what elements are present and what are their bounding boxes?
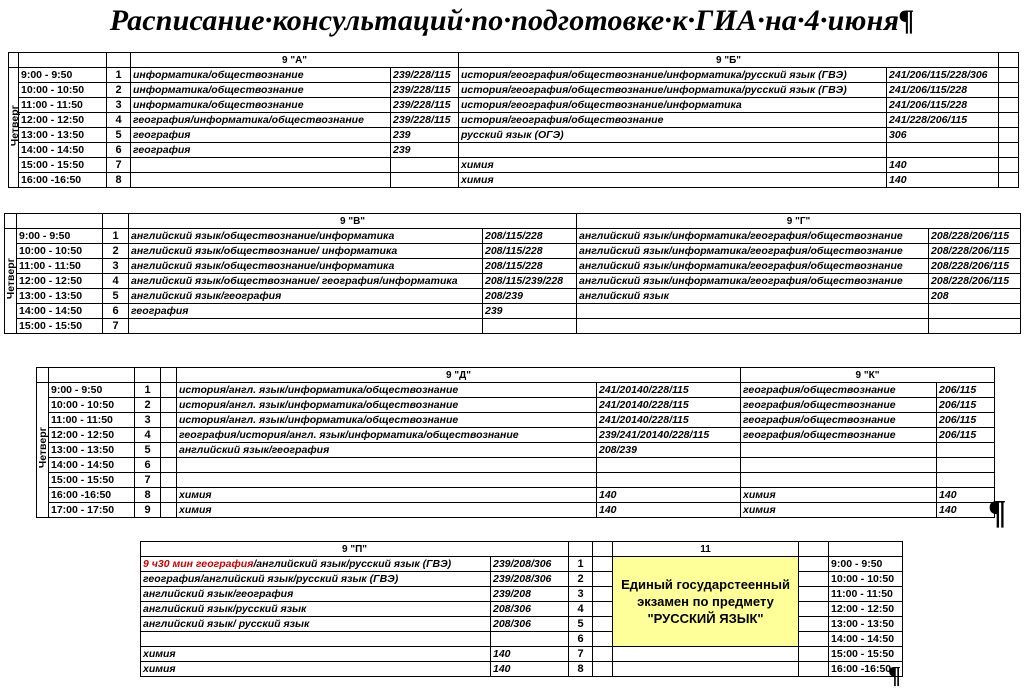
day-cell xyxy=(37,383,49,518)
empty-cell xyxy=(161,503,177,518)
table-row xyxy=(9,128,1019,143)
room-cell-9d: 241/20140/228/115 xyxy=(597,398,741,413)
empty-cell xyxy=(161,398,177,413)
subject-cell-9d xyxy=(177,458,597,473)
time-slot: 10:00 - 10:50 xyxy=(19,83,107,98)
table-row xyxy=(141,647,903,662)
lesson-number: 3 xyxy=(103,259,129,274)
table-row xyxy=(37,413,995,428)
subject-cell-9a xyxy=(131,173,391,188)
room-cell-9v: 208/115/239/228 xyxy=(483,274,577,289)
subject-cell-9b: химия xyxy=(459,158,887,173)
pilcrow-mark: ¶ xyxy=(888,663,901,689)
room-cell-9k xyxy=(937,473,995,488)
room-cell-9g: 208/228/206/115 xyxy=(929,274,1021,289)
lesson-number: 1 xyxy=(103,229,129,244)
time-slot: 14:00 - 14:50 xyxy=(19,143,107,158)
table-row xyxy=(5,289,1021,304)
lesson-number: 8 xyxy=(569,662,593,677)
table-row xyxy=(9,113,1019,128)
room-cell-9v xyxy=(483,319,577,334)
room-cell-9d: 208/239 xyxy=(597,443,741,458)
time-slot: 10:00 - 10:50 xyxy=(17,244,103,259)
subject-cell-9g: английский язык/информатика/география/обществознание xyxy=(577,244,929,259)
class-label-9p: 9 "П" xyxy=(141,542,569,557)
time-slot: 16:00 -16:50 xyxy=(19,173,107,188)
subject-cell-9v: английский язык/обществознание/ информатика xyxy=(129,244,483,259)
room-cell-9v: 239 xyxy=(483,304,577,319)
lesson-number: 6 xyxy=(135,458,161,473)
class-label-9k: 9 "К" xyxy=(741,368,995,383)
empty-cell xyxy=(799,557,829,572)
subject-cell-9d: география/история/англ. язык/информатика/обществознание xyxy=(177,428,597,443)
table-row xyxy=(9,83,1019,98)
empty-cell xyxy=(799,647,829,662)
empty-cell xyxy=(999,68,1019,83)
time-slot: 13:00 - 13:50 xyxy=(19,128,107,143)
schedule-table-9a-9b xyxy=(8,52,1019,188)
subject-cell-9a: информатика/обществознание xyxy=(131,68,391,83)
exam-notice: Единый государстеенный экзамен по предмету "РУССКИЙ ЯЗЫК" xyxy=(613,557,799,647)
time-slot: 15:00 - 15:50 xyxy=(17,319,103,334)
lesson-number: 4 xyxy=(107,113,131,128)
room-cell-9v: 208/239 xyxy=(483,289,577,304)
subject-cell-9v: английский язык/обществознание/информатика xyxy=(129,259,483,274)
time-slot: 15:00 - 15:50 xyxy=(19,158,107,173)
empty-cell xyxy=(999,98,1019,113)
lesson-number: 2 xyxy=(135,398,161,413)
room-cell-9a: 239/228/115 xyxy=(391,98,459,113)
subject-cell-9b: русский язык (ОГЭ) xyxy=(459,128,887,143)
subject-cell-9v xyxy=(129,319,483,334)
room-cell-9g xyxy=(929,304,1021,319)
subject-cell-9a: география xyxy=(131,128,391,143)
class-header-row xyxy=(9,53,1019,68)
subject-cell-9v: английский язык/обществознание/ география/информатика xyxy=(129,274,483,289)
empty-cell xyxy=(593,572,613,587)
lesson-number: 7 xyxy=(107,158,131,173)
room-cell-9k: 140 xyxy=(937,503,995,518)
page-title: Расписание·консультаций·по·подготовке·к·ГИА·на·4·июня¶ xyxy=(109,4,915,37)
subject-cell-9g: английский язык/информатика/география/обществознание xyxy=(577,274,929,289)
subject-cell-9b: химия xyxy=(459,173,887,188)
room-cell-9a: 239/228/115 xyxy=(391,68,459,83)
room-cell-9v: 208/115/228 xyxy=(483,259,577,274)
empty-cell xyxy=(999,173,1019,188)
lesson-number: 1 xyxy=(107,68,131,83)
subject-cell-9p: английский язык/география xyxy=(141,587,491,602)
subject-cell-9a: география/информатика/обществознание xyxy=(131,113,391,128)
highlighted-time-note: 9 ч30 мин география xyxy=(143,557,254,570)
room-cell-9p: 140 xyxy=(491,662,569,677)
subject-cell-9v: английский язык/география xyxy=(129,289,483,304)
subject-cell-9k: география/обществознание xyxy=(741,413,937,428)
empty-cell xyxy=(161,413,177,428)
empty-cell xyxy=(799,587,829,602)
time-slot: 14:00 - 14:50 xyxy=(829,632,903,647)
subject-cell-9p: химия xyxy=(141,647,491,662)
lesson-number: 7 xyxy=(103,319,129,334)
room-cell-9p: 239/208/306 xyxy=(491,572,569,587)
empty-cell xyxy=(999,113,1019,128)
subject-cell-9p: география/английский язык/русский язык (ГВЭ) xyxy=(141,572,491,587)
class-label-9g: 9 "Г" xyxy=(577,214,1021,229)
class-header-row xyxy=(141,542,903,557)
room-cell-9k xyxy=(937,458,995,473)
table-row xyxy=(37,443,995,458)
schedule-table-9d-9k xyxy=(36,367,995,518)
lesson-number: 8 xyxy=(135,488,161,503)
subject-cell-9k: география/обществознание xyxy=(741,398,937,413)
class-label-11: 11 xyxy=(613,542,799,557)
room-cell-9a: 239 xyxy=(391,128,459,143)
class-label-9d: 9 "Д" xyxy=(177,368,741,383)
lesson-number: 3 xyxy=(569,587,593,602)
subject-cell-9k xyxy=(741,473,937,488)
subject-cell-9b: история/география/обществознание/информатика/русский язык (ГВЭ) xyxy=(459,68,887,83)
subject-cell-9a: информатика/обществознание xyxy=(131,98,391,113)
subject-cell-9k xyxy=(741,458,937,473)
lesson-number: 4 xyxy=(135,428,161,443)
time-slot: 11:00 - 11:50 xyxy=(49,413,135,428)
room-cell-9b: 241/206/115/228 xyxy=(887,83,999,98)
empty-cell xyxy=(161,473,177,488)
room-cell-9d: 140 xyxy=(597,488,741,503)
lesson-number: 5 xyxy=(135,443,161,458)
room-cell-9a: 239 xyxy=(391,143,459,158)
time-slot: 15:00 - 15:50 xyxy=(49,473,135,488)
room-cell-9v: 208/115/228 xyxy=(483,229,577,244)
table-row xyxy=(37,503,995,518)
table-row xyxy=(5,304,1021,319)
lesson-number: 8 xyxy=(107,173,131,188)
subject-cell-9p xyxy=(141,632,491,647)
empty-cell xyxy=(999,128,1019,143)
subject-cell-9k: химия xyxy=(741,503,937,518)
empty-cell xyxy=(593,557,613,572)
empty-cell xyxy=(161,443,177,458)
time-slot: 10:00 - 10:50 xyxy=(829,572,903,587)
empty-cell xyxy=(161,383,177,398)
empty-cell xyxy=(799,602,829,617)
time-slot: 16:00 -16:50 xyxy=(49,488,135,503)
time-slot: 12:00 - 12:50 xyxy=(49,428,135,443)
room-cell-9b: 241/228/206/115 xyxy=(887,113,999,128)
room-cell-9a: 239/228/115 xyxy=(391,113,459,128)
room-cell-9k: 206/115 xyxy=(937,413,995,428)
subject-cell-9g xyxy=(577,304,929,319)
room-cell-9k xyxy=(937,443,995,458)
class-label-9a: 9 "А" xyxy=(131,53,459,68)
subject-cell-9a: информатика/обществознание xyxy=(131,83,391,98)
empty-cell xyxy=(593,617,613,632)
subject-cell-9k xyxy=(741,443,937,458)
time-slot: 9:00 - 9:50 xyxy=(829,557,903,572)
lesson-number: 3 xyxy=(107,98,131,113)
subject-cell-9v: география xyxy=(129,304,483,319)
table-row xyxy=(141,662,903,677)
subject-cell-9a xyxy=(131,158,391,173)
subject-cell-9d: история/англ. язык/информатика/обществознание xyxy=(177,383,597,398)
lesson-number: 6 xyxy=(107,143,131,158)
empty-cell xyxy=(161,428,177,443)
lesson-number: 4 xyxy=(103,274,129,289)
lesson-number: 6 xyxy=(569,632,593,647)
subject-cell-9d: английский язык/география xyxy=(177,443,597,458)
empty-cell xyxy=(613,647,799,662)
time-slot: 9:00 - 9:50 xyxy=(19,68,107,83)
room-cell-9p: 208/306 xyxy=(491,617,569,632)
lesson-number: 4 xyxy=(569,602,593,617)
time-slot: 10:00 - 10:50 xyxy=(49,398,135,413)
table-row xyxy=(5,319,1021,334)
subject-cell-9p xyxy=(141,557,491,572)
table-row xyxy=(9,143,1019,158)
schedule-table-9v-9g xyxy=(4,213,1021,334)
room-cell-9a xyxy=(391,158,459,173)
room-cell-9b: 140 xyxy=(887,173,999,188)
room-cell-9b: 306 xyxy=(887,128,999,143)
room-cell-9b: 241/206/115/228 xyxy=(887,98,999,113)
subject-cell-9p: английский язык/русский язык xyxy=(141,602,491,617)
subject-cell-9k: география/обществознание xyxy=(741,428,937,443)
lesson-number: 7 xyxy=(569,647,593,662)
lesson-number: 2 xyxy=(107,83,131,98)
room-cell-9g: 208/228/206/115 xyxy=(929,229,1021,244)
class-label-9v: 9 "В" xyxy=(129,214,577,229)
empty-cell xyxy=(593,647,613,662)
room-cell-9a: 239/228/115 xyxy=(391,83,459,98)
subject-cell-9p: английский язык/ русский язык xyxy=(141,617,491,632)
time-slot: 12:00 - 12:50 xyxy=(17,274,103,289)
room-cell-9g xyxy=(929,319,1021,334)
empty-cell xyxy=(799,632,829,647)
lesson-number: 5 xyxy=(107,128,131,143)
room-cell-9d xyxy=(597,473,741,488)
empty-cell xyxy=(161,458,177,473)
empty-cell xyxy=(593,587,613,602)
lesson-number: 1 xyxy=(135,383,161,398)
table-row xyxy=(37,428,995,443)
subject-cell-9a: география xyxy=(131,143,391,158)
table-row xyxy=(5,259,1021,274)
subject-cell-9d: история/англ. язык/информатика/обществознание xyxy=(177,413,597,428)
lesson-number: 5 xyxy=(103,289,129,304)
room-cell-9p xyxy=(491,632,569,647)
lesson-number: 7 xyxy=(135,473,161,488)
room-cell-9k: 206/115 xyxy=(937,383,995,398)
time-slot: 12:00 - 12:50 xyxy=(829,602,903,617)
table-row xyxy=(37,488,995,503)
schedule-table-9p-11 xyxy=(140,541,903,677)
empty-cell xyxy=(799,662,829,677)
empty-cell xyxy=(999,143,1019,158)
subject-cell-9d: химия xyxy=(177,488,597,503)
day-label: Четверг xyxy=(37,427,49,469)
table-row xyxy=(9,98,1019,113)
subject-cell-9g: английский язык xyxy=(577,289,929,304)
lesson-number: 2 xyxy=(103,244,129,259)
subject-cell-9v: английский язык/обществознание/информатика xyxy=(129,229,483,244)
subject-cell-9b: история/география/обществознание/информатика xyxy=(459,98,887,113)
room-cell-9p: 208/306 xyxy=(491,602,569,617)
time-slot: 11:00 - 11:50 xyxy=(19,98,107,113)
room-cell-9k: 206/115 xyxy=(937,428,995,443)
room-cell-9k: 206/115 xyxy=(937,398,995,413)
room-cell-9p: 140 xyxy=(491,647,569,662)
subject-cell-9d xyxy=(177,473,597,488)
empty-cell xyxy=(999,83,1019,98)
empty-cell xyxy=(799,617,829,632)
class-header-row xyxy=(5,214,1021,229)
room-cell-9d: 140 xyxy=(597,503,741,518)
table-row xyxy=(5,244,1021,259)
table-row xyxy=(9,173,1019,188)
table-row xyxy=(9,158,1019,173)
class-header-row xyxy=(37,368,995,383)
pilcrow-mark: ¶ xyxy=(988,494,1007,531)
room-cell-9a xyxy=(391,173,459,188)
subject-text: /английский язык/русский язык (ГВЭ) xyxy=(253,557,452,570)
table-row xyxy=(37,473,995,488)
table-row xyxy=(9,68,1019,83)
day-cell xyxy=(9,68,19,188)
subject-cell-9b: история/география/обществознание xyxy=(459,113,887,128)
subject-cell-9b: история/география/обществознание/информатика/русский язык (ГВЭ) xyxy=(459,83,887,98)
day-cell xyxy=(5,229,17,334)
room-cell-9g: 208 xyxy=(929,289,1021,304)
subject-cell-9k: химия xyxy=(741,488,937,503)
empty-cell xyxy=(613,662,799,677)
day-label: Четверг xyxy=(9,104,21,147)
room-cell-9g: 208/228/206/115 xyxy=(929,244,1021,259)
lesson-number: 5 xyxy=(569,617,593,632)
room-cell-9p: 239/208/306 xyxy=(491,557,569,572)
table-row xyxy=(5,274,1021,289)
subject-cell-9k: география/обществознание xyxy=(741,383,937,398)
lesson-number: 2 xyxy=(569,572,593,587)
time-slot: 11:00 - 11:50 xyxy=(829,587,903,602)
room-cell-9v: 208/115/228 xyxy=(483,244,577,259)
room-cell-9b xyxy=(887,143,999,158)
lesson-number: 3 xyxy=(135,413,161,428)
room-cell-9d: 241/20140/228/115 xyxy=(597,383,741,398)
lesson-number: 9 xyxy=(135,503,161,518)
room-cell-9d xyxy=(597,458,741,473)
subject-cell-9b xyxy=(459,143,887,158)
room-cell-9b: 140 xyxy=(887,158,999,173)
room-cell-9p: 239/208 xyxy=(491,587,569,602)
time-slot: 13:00 - 13:50 xyxy=(829,617,903,632)
time-slot: 13:00 - 13:50 xyxy=(17,289,103,304)
subject-cell-9d: химия xyxy=(177,503,597,518)
empty-cell xyxy=(593,602,613,617)
class-label-9b: 9 "Б" xyxy=(459,53,999,68)
empty-cell xyxy=(593,632,613,647)
table-row xyxy=(37,398,995,413)
table-row xyxy=(141,557,903,572)
time-slot: 14:00 - 14:50 xyxy=(49,458,135,473)
table-row xyxy=(5,229,1021,244)
time-slot: 16:00 -16:50 xyxy=(829,662,903,677)
room-cell-9g: 208/228/206/115 xyxy=(929,259,1021,274)
room-cell-9d: 241/20140/228/115 xyxy=(597,413,741,428)
time-slot: 13:00 - 13:50 xyxy=(49,443,135,458)
table-row xyxy=(37,458,995,473)
empty-cell xyxy=(593,662,613,677)
room-cell-9d: 239/241/20140/228/115 xyxy=(597,428,741,443)
subject-cell-9d: история/англ. язык/информатика/обществознание xyxy=(177,398,597,413)
time-slot: 11:00 - 11:50 xyxy=(17,259,103,274)
room-cell-9b: 241/206/115/228/306 xyxy=(887,68,999,83)
subject-cell-9g xyxy=(577,319,929,334)
empty-cell xyxy=(799,572,829,587)
time-slot: 17:00 - 17:50 xyxy=(49,503,135,518)
day-label: Четверг xyxy=(5,258,17,300)
lesson-number: 6 xyxy=(103,304,129,319)
time-slot: 14:00 - 14:50 xyxy=(17,304,103,319)
time-slot: 9:00 - 9:50 xyxy=(17,229,103,244)
subject-cell-9p: химия xyxy=(141,662,491,677)
time-slot: 12:00 - 12:50 xyxy=(19,113,107,128)
lesson-number: 1 xyxy=(569,557,593,572)
subject-cell-9g: английский язык/информатика/география/обществознание xyxy=(577,229,929,244)
subject-cell-9g: английский язык/информатика/география/обществознание xyxy=(577,259,929,274)
time-slot: 15:00 - 15:50 xyxy=(829,647,903,662)
empty-cell xyxy=(999,158,1019,173)
table-row xyxy=(37,383,995,398)
time-slot: 9:00 - 9:50 xyxy=(49,383,135,398)
room-cell-9k: 140 xyxy=(937,488,995,503)
empty-cell xyxy=(161,488,177,503)
